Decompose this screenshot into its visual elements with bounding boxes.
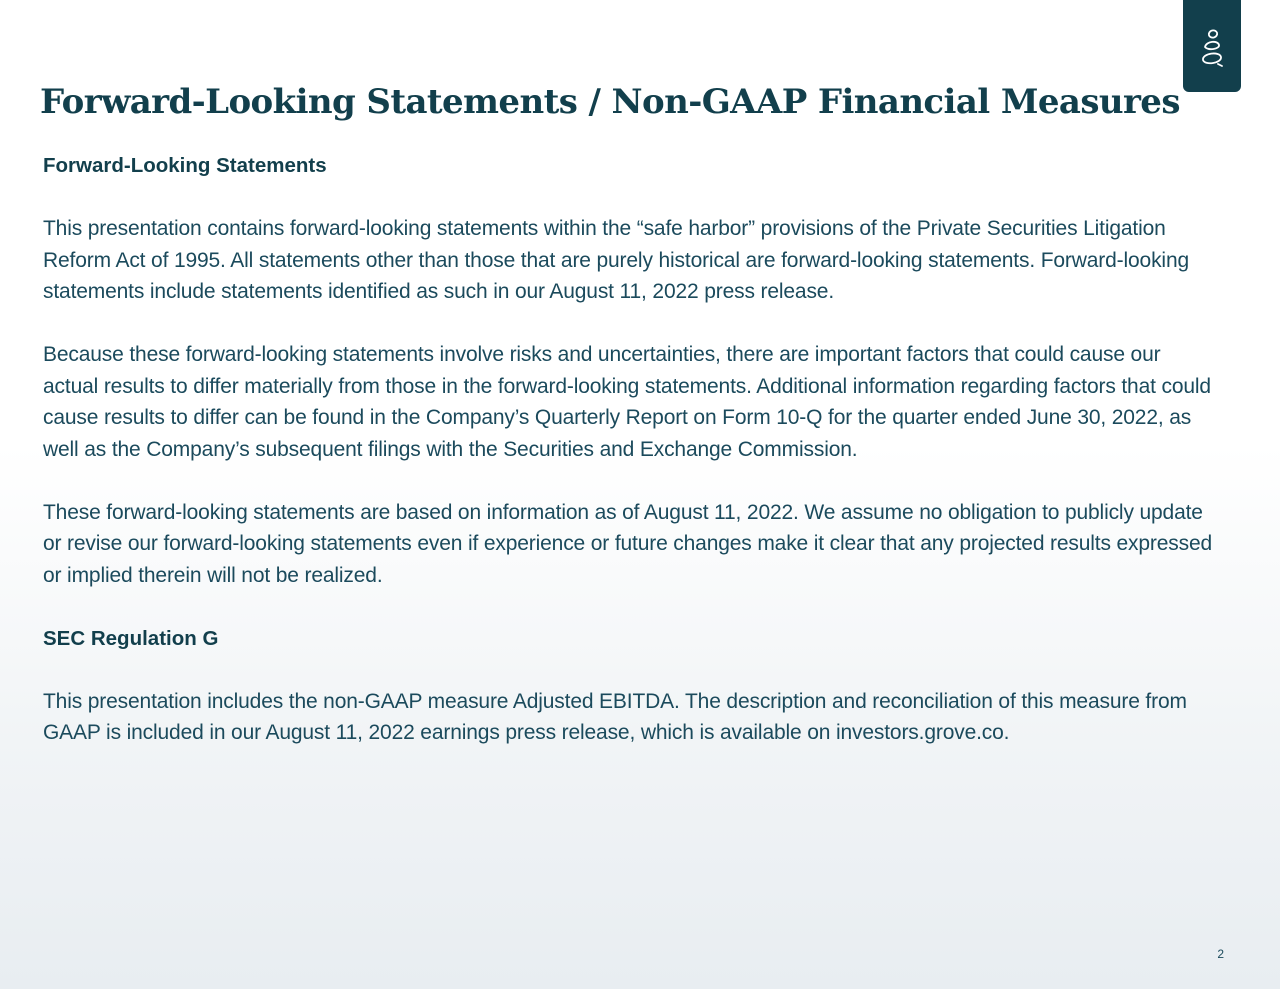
forward-looking-paragraph-safe-harbor: This presentation contains forward-looking statements within the “safe harbor” provisions of the Private Securities Litigation Reform Act of 1995. All statements other than those that are purely historical are forward-looking statements. Forward-looking statements include statements identified as such in our August 11, 2022 press release. xyxy=(43,217,1190,303)
forward-looking-paragraph-risks: Because these forward-looking statements involve risks and uncertainties, there are important factors that could cause our actual results to differ materially from those in the forward-looking statements. Additional information regarding factors that could cause results to differ can be found in the Company’s Quarterly Report on Form 10-Q for the quarter ended June 30, 2022, as well as the Company’s subsequent filings with the Securities and Exchange Commission. xyxy=(43,343,1211,461)
forward-looking-heading: Forward-Looking Statements xyxy=(43,154,327,177)
slide-title: Forward-Looking Statements / Non-GAAP Financial Measures xyxy=(40,82,1180,122)
grove-leaf-logo-icon xyxy=(1199,23,1225,69)
disclaimer-content xyxy=(43,150,1218,780)
brand-logo-tab xyxy=(1183,0,1241,92)
forward-looking-paragraph-no-obligation: These forward-looking statements are based on information as of August 11, 2022. We assume no obligation to publicly update or revise our forward-looking statements even if experience or future changes make it clear that any projected results expressed or implied therein will not be realized. xyxy=(43,500,1213,587)
regulation-g-paragraph: This presentation includes the non-GAAP measure Adjusted EBITDA. The description and reconciliation of this measure from GAAP is included in our August 11, 2022 earnings press release, which is available on investors.grove.co. xyxy=(43,689,1187,744)
regulation-g-heading: SEC Regulation G xyxy=(43,626,219,650)
page-number: 2 xyxy=(1217,947,1224,961)
